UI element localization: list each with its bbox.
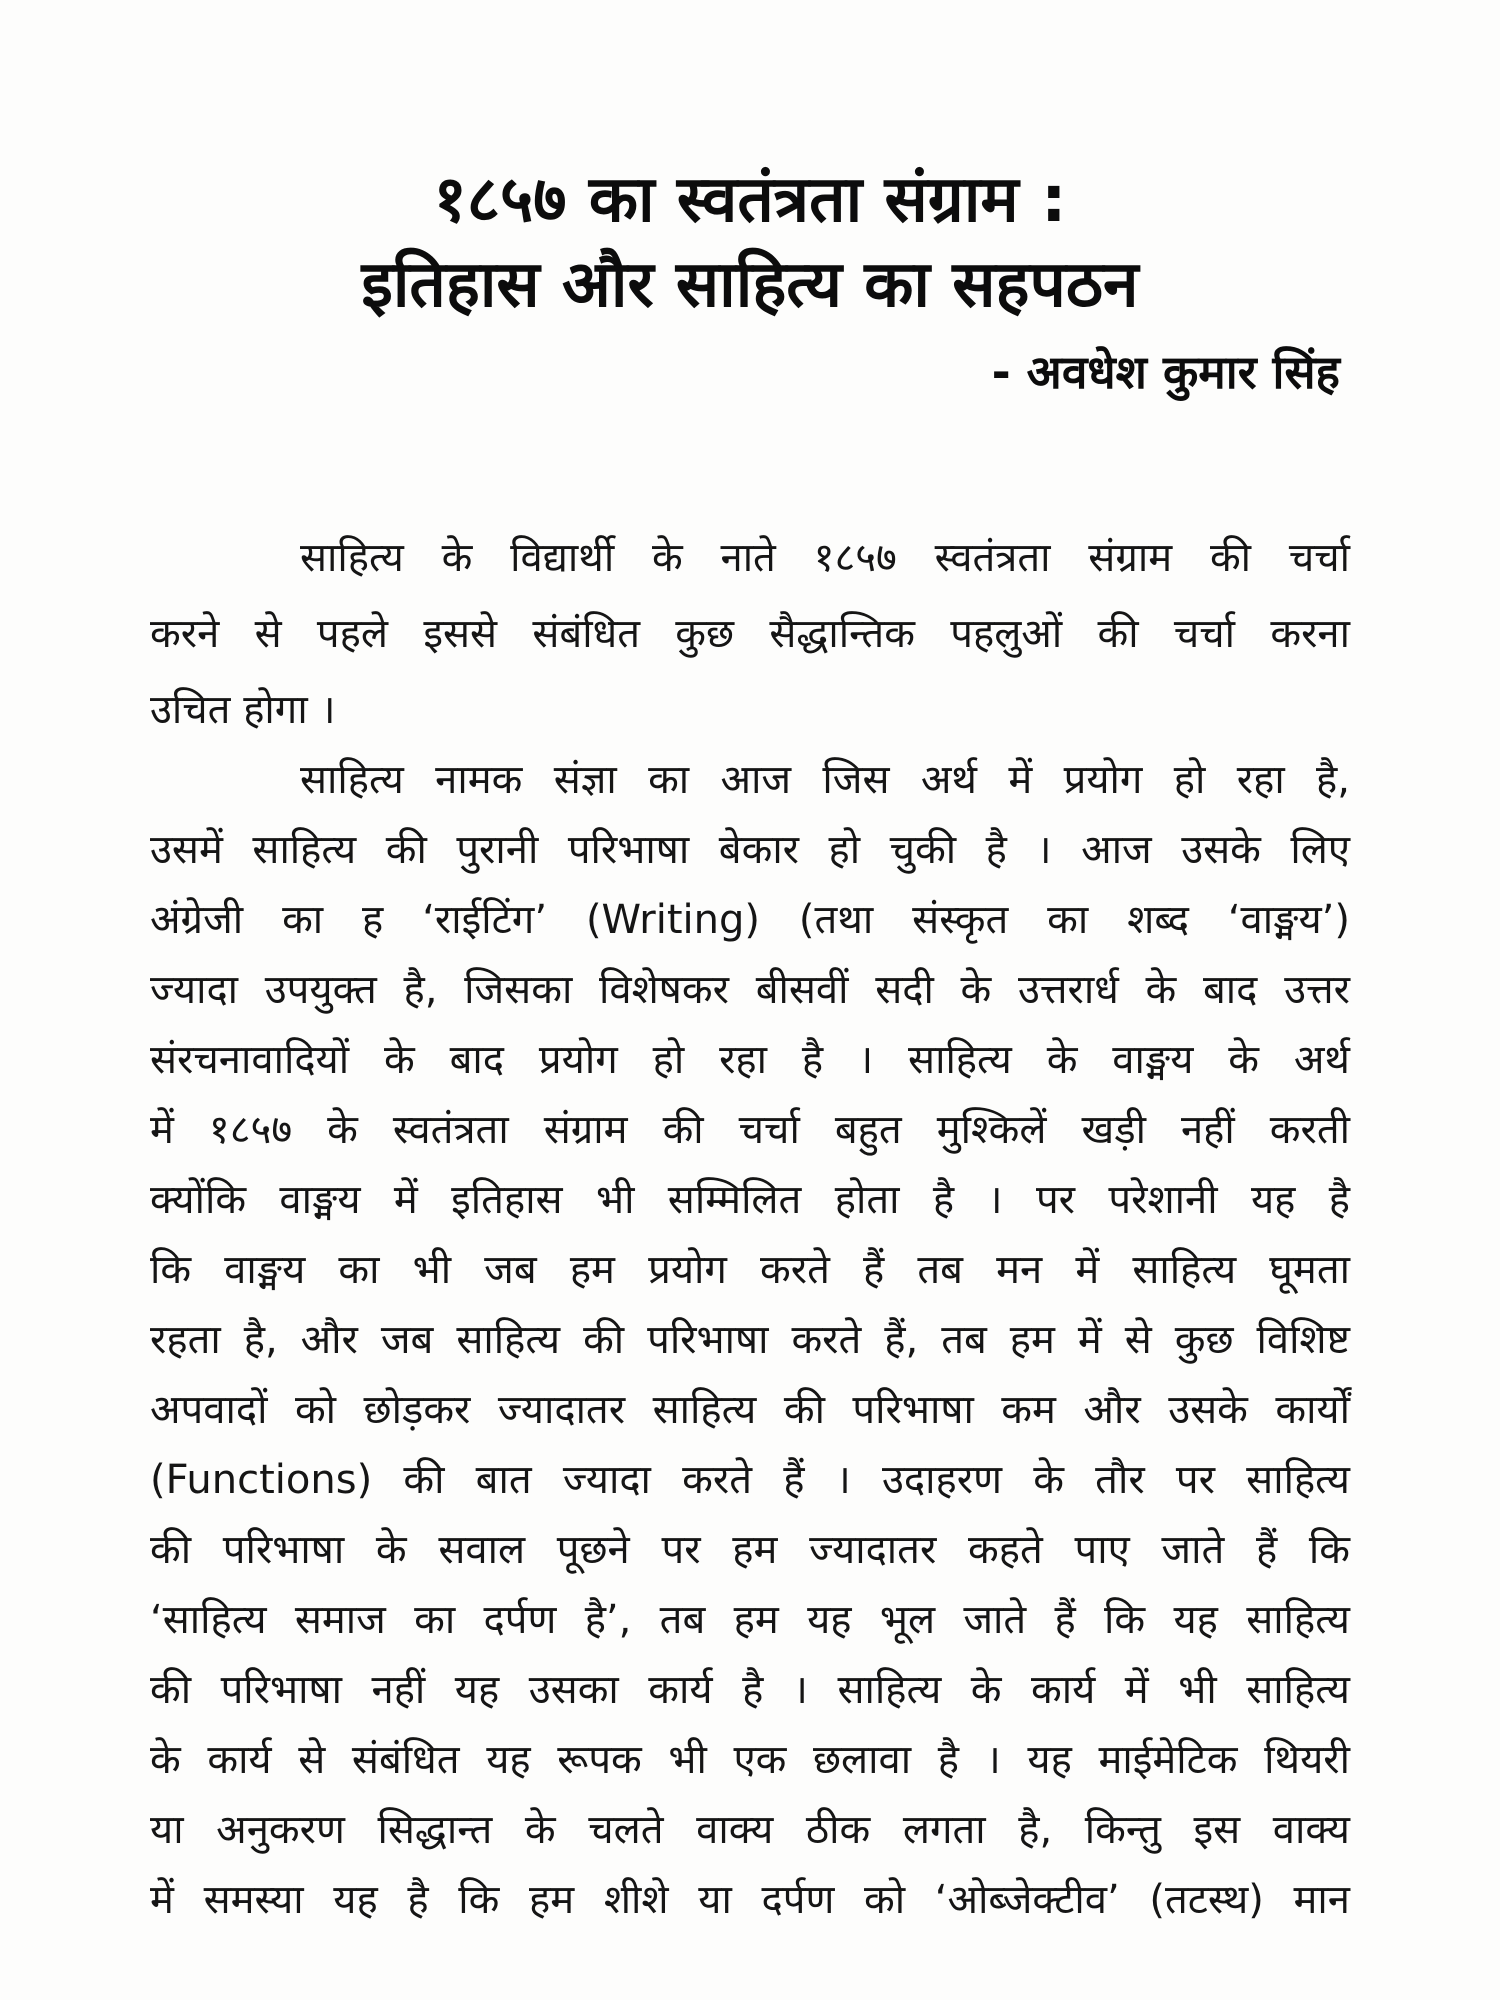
paragraph-2-line-8: कि वाङ्मय का भी जब हम प्रयोग करते हैं तब मन में साहित्य घूमता xyxy=(150,1247,1350,1293)
paragraph-2-line-14: की परिभाषा नहीं यह उसका कार्य है । साहित्य के कार्य में भी साहित्य xyxy=(150,1667,1350,1713)
paragraph-2-line-15: के कार्य से संबंधित यह रूपक भी एक छलावा है । यह माईमेटिक थियरी xyxy=(150,1737,1350,1783)
paragraph-2-line-4: ज्यादा उपयुक्त है, जिसका विशेषकर बीसवीं सदी के उत्तरार्ध के बाद उत्तर xyxy=(150,967,1350,1013)
paragraph-2-line-7: क्योंकि वाङ्मय में इतिहास भी सम्मिलित होता है । पर परेशानी यह है xyxy=(150,1177,1350,1223)
paragraph-2-line-9: रहता है, और जब साहित्य की परिभाषा करते हैं, तब हम में से कुछ विशिष्ट xyxy=(150,1317,1350,1363)
paragraph-2-line-10: अपवादों को छोड़कर ज्यादातर साहित्य की परिभाषा कम और उसके कार्यों xyxy=(150,1387,1350,1433)
paragraph-2-line-16: या अनुकरण सिद्धान्त के चलते वाक्य ठीक लगता है, किन्तु इस वाक्य xyxy=(150,1807,1350,1853)
paragraph-1-line-1: साहित्य के विद्यार्थी के नाते १८५७ स्वतंत्रता संग्राम की चर्चा xyxy=(300,535,1350,581)
title-line-2: इतिहास और साहित्य का सहपठन xyxy=(361,248,1139,322)
paragraph-1-line-3: उचित होगा । xyxy=(150,687,336,733)
paragraph-1-line-2: करने से पहले इससे संबंधित कुछ सैद्धान्तिक पहलुओं की चर्चा करना xyxy=(150,611,1350,657)
paragraph-2-line-5: संरचनावादियों के बाद प्रयोग हो रहा है । साहित्य के वाङ्मय के अर्थ xyxy=(150,1037,1350,1083)
paragraph-2-line-11: (Functions) की बात ज्यादा करते हैं । उदाहरण के तौर पर साहित्य xyxy=(150,1457,1350,1503)
paragraph-2-line-13: ‘साहित्य समाज का दर्पण है’, तब हम यह भूल जाते हैं कि यह साहित्य xyxy=(150,1597,1350,1643)
paragraph-2-line-17: में समस्या यह है कि हम शीशे या दर्पण को ‘ओब्जेक्टीव’ (तटस्थ) मान xyxy=(150,1877,1350,1923)
title-line-1: १८५७ का स्वतंत्रता संग्राम : xyxy=(433,163,1067,237)
paragraph-2-line-3: अंग्रेजी का ह ‘राईटिंग’ (Writing) (तथा संस्कृत का शब्द ‘वाङ्मय’) xyxy=(150,897,1350,943)
paragraph-2-line-6: में १८५७ के स्वतंत्रता संग्राम की चर्चा बहुत मुश्किलें खड़ी नहीं करती xyxy=(150,1107,1350,1153)
author-name: - अवधेश कुमार सिंह xyxy=(991,345,1340,399)
paragraph-2-line-1: साहित्य नामक संज्ञा का आज जिस अर्थ में प्रयोग हो रहा है, xyxy=(300,757,1350,803)
paragraph-2-line-12: की परिभाषा के सवाल पूछने पर हम ज्यादातर कहते पाए जाते हैं कि xyxy=(150,1527,1350,1573)
paragraph-2-line-2: उसमें साहित्य की पुरानी परिभाषा बेकार हो चुकी है । आज उसके लिए xyxy=(150,827,1350,873)
